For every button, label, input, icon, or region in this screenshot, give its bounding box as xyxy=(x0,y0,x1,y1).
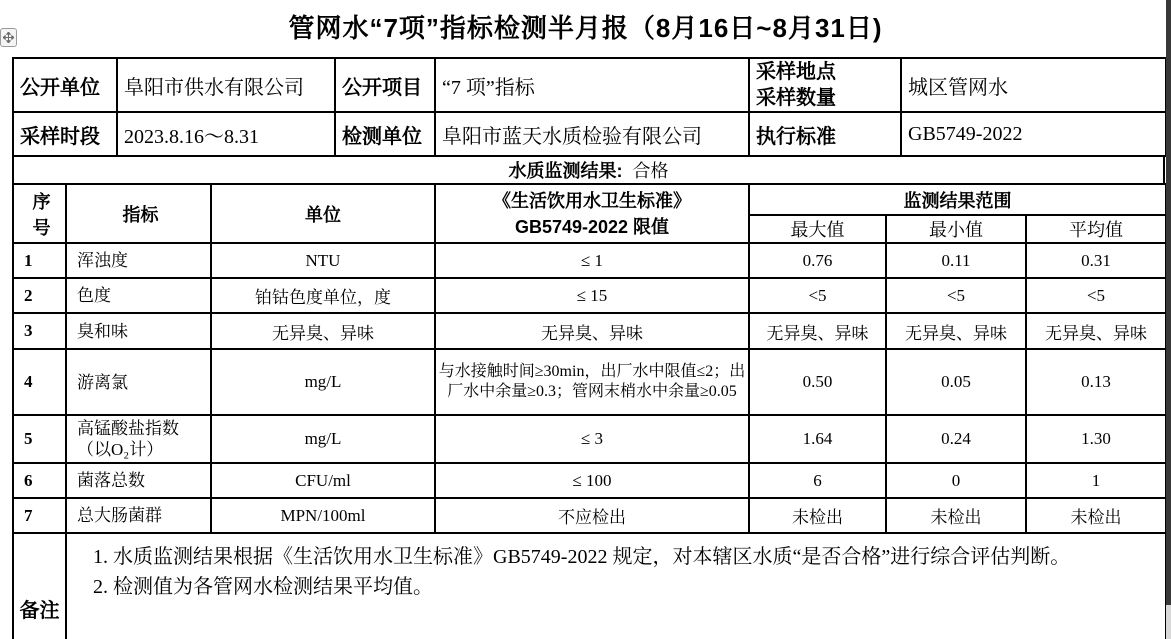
page-title: 管网水“7项”指标检测半月报（8月16日~8月31日) xyxy=(288,13,883,43)
remarks-note-1: 1. 水质监测结果根据《生活饮用水卫生标准》GB5749-2022 规定，对本辖区水质“是否合格”进行综合评估判断。 xyxy=(93,546,1071,568)
cell-avg: 0.13 xyxy=(1026,349,1166,415)
cell-unit: mg/L xyxy=(211,349,435,415)
sample-site-label-line1: 采样地点 xyxy=(756,61,836,83)
sample-site-label-line2: 采样数量 xyxy=(756,87,836,109)
header-limit-line1: 《生活饮用水卫生标准》 xyxy=(493,190,691,211)
test-unit-label: 检测单位 xyxy=(335,112,435,156)
cell-no: 6 xyxy=(13,463,66,498)
standard-value: GB5749-2022 xyxy=(901,112,1166,156)
cell-unit: NTU xyxy=(211,243,435,278)
cell-no: 5 xyxy=(13,415,66,463)
cell-indicator: 色度 xyxy=(66,278,211,313)
info-row-1 xyxy=(13,58,1166,112)
report-table xyxy=(12,57,1165,639)
header-range: 监测结果范围 xyxy=(749,184,1166,215)
cell-unit: CFU/ml xyxy=(211,463,435,498)
remarks-table xyxy=(12,532,1167,639)
cell-max: 0.76 xyxy=(749,243,886,278)
scrollbar-thumb[interactable] xyxy=(1166,0,1171,605)
cell-max: 6 xyxy=(749,463,886,498)
result-banner-value: 合格 xyxy=(632,161,669,181)
cell-no: 3 xyxy=(13,313,66,349)
cell-limit: 不应检出 xyxy=(435,498,749,533)
cell-unit: 无异臭、异味 xyxy=(211,313,435,349)
header-max: 最大值 xyxy=(749,215,886,243)
cell-avg: 无异臭、异味 xyxy=(1026,313,1166,349)
table-row xyxy=(13,349,1166,415)
sample-site-label xyxy=(749,58,901,112)
result-banner-table xyxy=(12,155,1165,185)
cell-indicator: 游离氯 xyxy=(66,349,211,415)
period-label: 采样时段 xyxy=(13,112,117,156)
cell-avg: 未检出 xyxy=(1026,498,1166,533)
remarks-label: 备注 xyxy=(13,533,66,639)
indicator-table xyxy=(12,183,1167,534)
cell-limit: ≤ 15 xyxy=(435,278,749,313)
sample-site-value: 城区管网水 xyxy=(901,58,1166,112)
cell-avg: 1 xyxy=(1026,463,1166,498)
cell-limit: ≤ 1 xyxy=(435,243,749,278)
header-no: 序号 xyxy=(13,184,66,243)
cell-min: 未检出 xyxy=(886,498,1026,533)
table-row xyxy=(13,243,1166,278)
cell-min: <5 xyxy=(886,278,1026,313)
standard-label: 执行标准 xyxy=(749,112,901,156)
info-row-2 xyxy=(13,112,1166,156)
result-banner-label: 水质监测结果: xyxy=(508,161,623,181)
cell-avg: 0.31 xyxy=(1026,243,1166,278)
public-item-value: “7 项”指标 xyxy=(435,58,749,112)
cell-indicator: 臭和味 xyxy=(66,313,211,349)
period-value: 2023.8.16～8.31 xyxy=(117,112,335,156)
cell-max: <5 xyxy=(749,278,886,313)
result-banner-cell xyxy=(13,156,1164,184)
cell-no: 7 xyxy=(13,498,66,533)
cell-min: 0.24 xyxy=(886,415,1026,463)
cell-max: 无异臭、异味 xyxy=(749,313,886,349)
cell-indicator: 高锰酸盐指数（以O₂计） xyxy=(66,415,211,463)
cell-max: 未检出 xyxy=(749,498,886,533)
info-table xyxy=(12,57,1167,157)
table-row xyxy=(13,415,1166,463)
header-limit-line2: GB5749-2022 限值 xyxy=(514,216,670,237)
header-min: 最小值 xyxy=(886,215,1026,243)
cell-limit: ≤ 3 xyxy=(435,415,749,463)
table-row xyxy=(13,498,1166,533)
cell-avg: 1.30 xyxy=(1026,415,1166,463)
cell-indicator: 总大肠菌群 xyxy=(66,498,211,533)
cell-avg: <5 xyxy=(1026,278,1166,313)
table-row xyxy=(13,463,1166,498)
remarks-body xyxy=(66,533,1166,639)
remarks-note-2: 2. 检测值为各管网水检测结果平均值。 xyxy=(93,576,433,598)
cell-limit: 无异臭、异味 xyxy=(435,313,749,349)
header-row-1 xyxy=(13,184,1166,215)
remarks-row xyxy=(13,533,1166,639)
table-row xyxy=(13,313,1166,349)
public-unit-value: 阜阳市供水有限公司 xyxy=(117,58,335,112)
cell-indicator: 菌落总数 xyxy=(66,463,211,498)
test-unit-value: 阜阳市蓝天水质检验有限公司 xyxy=(435,112,749,156)
cell-indicator: 浑浊度 xyxy=(66,243,211,278)
cell-min: 无异臭、异味 xyxy=(886,313,1026,349)
cell-limit: 与水接触时间≥30min，出厂水中限值≤2；出厂水中余量≥0.3；管网末梢水中余量≥0.05 xyxy=(435,349,749,415)
cell-min: 0 xyxy=(886,463,1026,498)
table-row xyxy=(13,278,1166,313)
cell-max: 0.50 xyxy=(749,349,886,415)
header-limit xyxy=(435,184,749,243)
cell-limit: ≤ 100 xyxy=(435,463,749,498)
cell-no: 4 xyxy=(13,349,66,415)
cell-unit: 铂钴色度单位，度 xyxy=(211,278,435,313)
scrollbar[interactable] xyxy=(1166,0,1171,639)
public-unit-label: 公开单位 xyxy=(13,58,117,112)
cell-max: 1.64 xyxy=(749,415,886,463)
cell-unit: MPN/100ml xyxy=(211,498,435,533)
header-avg: 平均值 xyxy=(1026,215,1166,243)
header-indicator: 指标 xyxy=(66,184,211,243)
cell-no: 2 xyxy=(13,278,66,313)
cell-no: 1 xyxy=(13,243,66,278)
cell-min: 0.11 xyxy=(886,243,1026,278)
cell-unit: mg/L xyxy=(211,415,435,463)
header-unit: 单位 xyxy=(211,184,435,243)
cell-min: 0.05 xyxy=(886,349,1026,415)
result-banner-row xyxy=(13,156,1164,184)
public-item-label: 公开项目 xyxy=(335,58,435,112)
